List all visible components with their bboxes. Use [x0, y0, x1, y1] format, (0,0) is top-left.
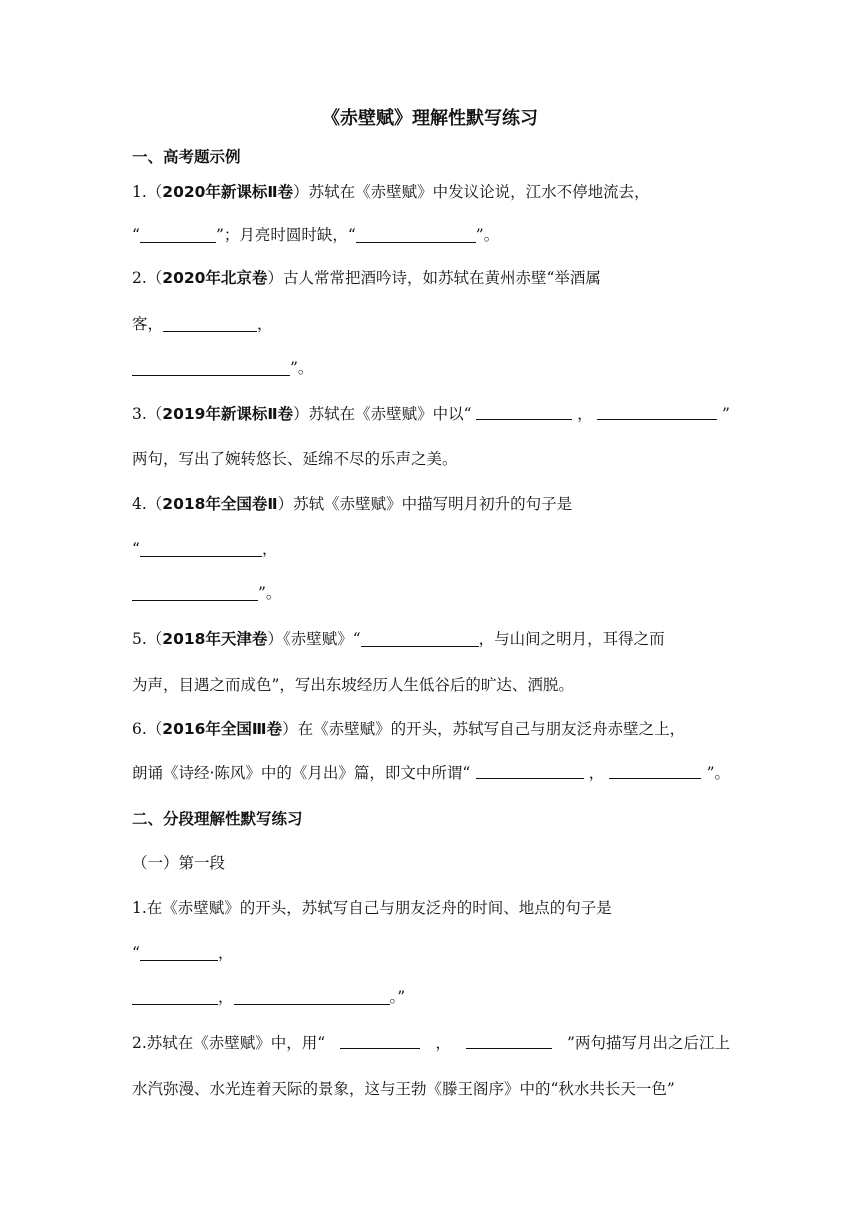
answer-blank[interactable] [609, 762, 701, 779]
question-2-line-3: ”。 [132, 357, 313, 379]
answer-blank[interactable] [132, 359, 290, 376]
answer-blank[interactable] [140, 944, 218, 961]
practice-1-line-1: 1.在《赤壁赋》的开头，苏轼写自己与朋友泛舟的时间、地点的句子是 [132, 899, 612, 917]
answer-blank[interactable] [234, 988, 390, 1005]
question-3-line-1: 3.（2019年新课标Ⅱ卷）苏轼在《赤壁赋》中以“ ， ” [132, 405, 730, 423]
answer-blank[interactable] [132, 988, 218, 1005]
answer-blank[interactable] [340, 1032, 420, 1049]
answer-blank[interactable] [163, 315, 257, 332]
practice-1-line-2: “ ， [132, 944, 234, 962]
question-5-line-2: 为声，目遇之而成色”，写出东坡经历人生低谷后的旷达、洒脱。 [132, 676, 574, 694]
question-2-line-1: 2.（2020年北京卷）古人常常把酒吟诗，如苏轼在黄州赤壁“举酒属 [132, 269, 601, 287]
question-6-line-1: 6.（2016年全国Ⅲ卷）在《赤壁赋》的开头，苏轼写自己与朋友泛舟赤壁之上， [132, 720, 686, 738]
question-3-line-2: 两句，写出了婉转悠长、延绵不尽的乐声之美。 [132, 450, 458, 468]
section-heading-2: 二、分段理解性默写练习 [132, 810, 303, 828]
question-2-line-2: 客， ， [132, 315, 273, 333]
question-6-line-2: 朗诵《诗经·陈风》中的《月出》篇，即文中所谓“ ， ”。 [132, 764, 730, 782]
section-heading-1: 一、高考题示例 [132, 148, 241, 166]
page-title: 《赤壁赋》理解性默写练习 [322, 108, 538, 129]
answer-blank[interactable] [466, 1032, 552, 1049]
answer-blank[interactable] [476, 403, 572, 420]
answer-blank[interactable] [140, 540, 262, 557]
question-1-line-2: “ ”；月亮时圆时缺，“ ”。 [132, 226, 500, 244]
practice-2-line-2: 水汽弥漫、水光连着天际的景象，这与王勃《滕王阁序》中的“秋水共长天一色” [132, 1080, 675, 1098]
answer-blank[interactable] [140, 226, 216, 243]
answer-blank[interactable] [361, 630, 479, 647]
answer-blank[interactable] [356, 226, 476, 243]
practice-1-line-3: ， 。” [132, 986, 405, 1008]
answer-blank[interactable] [476, 762, 584, 779]
question-4-line-2: “ ， [132, 540, 278, 558]
question-4-line-3: ”。 [132, 582, 281, 604]
subsection-heading: （一）第一段 [132, 854, 226, 872]
practice-2-line-1: 2.苏轼在《赤壁赋》中，用“ ， ”两句描写月出之后江上 [132, 1034, 730, 1052]
answer-blank[interactable] [132, 584, 258, 601]
question-5-line-1: 5.（2018年天津卷）《赤壁赋》“ ，与山间之明月，耳得之而 [132, 630, 665, 648]
answer-blank[interactable] [597, 403, 717, 420]
question-4-line-1: 4.（2018年全国卷Ⅱ）苏轼《赤壁赋》中描写明月初升的句子是 [132, 495, 573, 513]
question-1-line-1: 1.（2020年新课标Ⅱ卷）苏轼在《赤壁赋》中发议论说，江水不停地流去， [132, 183, 650, 201]
